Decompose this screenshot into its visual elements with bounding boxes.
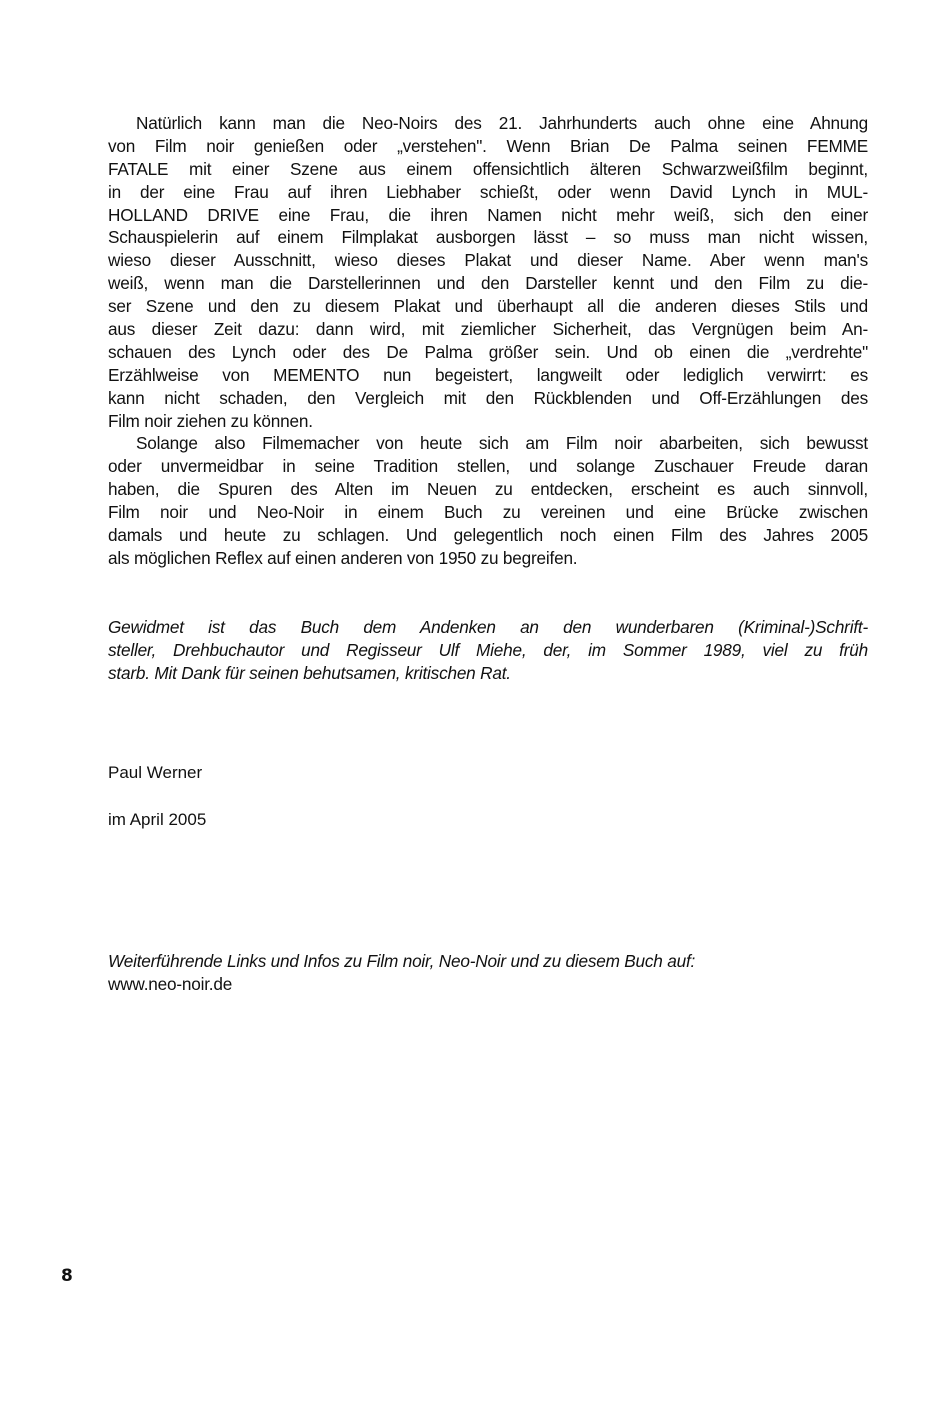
text-line: damals und heute zu schlagen. Und gelegentlich noch einen Film des Jahres 2005	[108, 525, 868, 546]
text-line: haben, die Spuren des Alten im Neuen zu entdecken, erscheint es auch sinnvoll,	[108, 479, 868, 500]
text-line: Natürlich kann man die Neo-Noirs des 21. Jahrhunderts auch ohne eine Ahnung	[136, 113, 868, 133]
paragraph-conclusion	[108, 432, 868, 569]
text-line: von Film noir genießen oder „verstehen". Wenn Brian De Palma seinen FEMME	[108, 135, 868, 156]
text-line: Gewidmet ist das Buch dem Andenken an den wunderbaren (Kriminal-)Schrift-	[108, 617, 868, 637]
text-line: Schauspielerin auf einem Filmplakat ausborgen lässt – so muss man nicht wissen,	[108, 227, 868, 248]
author-signature: Paul Werner	[108, 763, 203, 782]
text-line: ser Szene und den zu diesem Plakat und überhaupt all die anderen dieses Stils und	[108, 296, 868, 317]
text-line: schauen des Lynch oder des De Palma größer sein. Und ob einen die „verdrehte"	[108, 341, 868, 362]
text-line: Film noir ziehen zu können.	[108, 410, 313, 431]
text-line: Film noir und Neo-Noir in einem Buch zu vereinen und eine Brücke zwischen	[108, 502, 868, 523]
text-line: Solange also Filmemacher von heute sich am Film noir abarbeiten, sich bewusst	[136, 433, 868, 454]
text-line: in der eine Frau auf ihren Liebhaber schießt, oder wenn David Lynch in MUL-	[108, 181, 868, 202]
text-line: weiß, wenn man die Darstellerinnen und den Darsteller kennt und den Film zu die-	[108, 273, 868, 294]
document-page	[108, 112, 868, 994]
links-text: Weiterführende Links und Infos zu Film noir, Neo-Noir und zu diesem Buch auf:	[108, 951, 696, 971]
text-line: Erzählweise von MEMENTO nun begeistert, langweilt oder lediglich verwirrt: es	[108, 364, 868, 385]
text-line: als möglichen Reflex auf einen anderen von 1950 zu begreifen.	[108, 547, 578, 568]
paragraph-intro	[108, 112, 868, 432]
signature-date: im April 2005	[108, 810, 207, 829]
dedication	[108, 616, 868, 685]
text-line: aus dieser Zeit dazu: dann wird, mit ziemlicher Sicherheit, das Vergnügen beim An-	[108, 319, 868, 340]
links-note	[108, 950, 868, 996]
text-line: wieso dieser Ausschnitt, wieso dieses Plakat und dieser Name. Aber wenn man's	[108, 250, 868, 271]
text-line: starb. Mit Dank für seinen behutsamen, kritischen Rat.	[108, 662, 511, 683]
page-number: 8	[61, 1266, 73, 1286]
website-link[interactable]: www.neo-noir.de	[108, 973, 233, 994]
text-line: FATALE mit einer Szene aus einem offensichtlich älteren Schwarzweißfilm beginnt,	[108, 158, 868, 179]
text-line: steller, Drehbuchautor und Regisseur Ulf Miehe, der, im Sommer 1989, viel zu früh	[108, 639, 868, 660]
text-line: kann nicht schaden, den Vergleich mit den Rückblenden und Off-Erzählungen des	[108, 387, 868, 408]
text-line: HOLLAND DRIVE eine Frau, die ihren Namen nicht mehr weiß, sich den einer	[108, 204, 868, 225]
text-line: oder unvermeidbar in seine Tradition stellen, und solange Zuschauer Freude daran	[108, 456, 868, 477]
